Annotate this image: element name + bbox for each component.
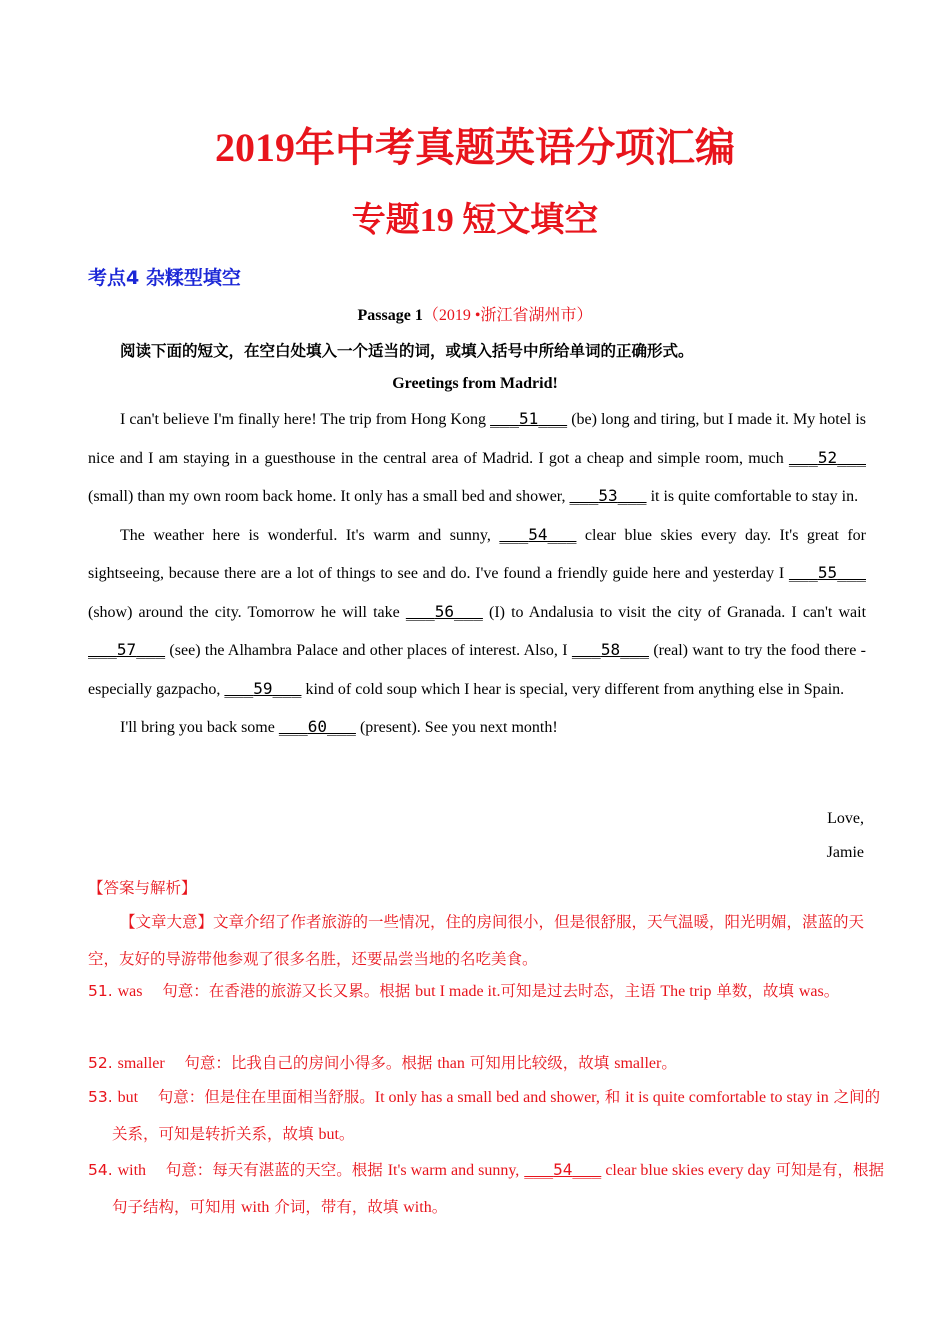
answer-number: 51. xyxy=(88,982,113,1000)
text-run: 句意：在香港的旅游又长又累。根据 xyxy=(142,982,416,1000)
text-run: with xyxy=(403,1199,432,1216)
answer-51 xyxy=(88,973,890,1010)
blank-53: ___53___ xyxy=(569,486,647,505)
passage-source: （2019 •浙江省湖州市） xyxy=(422,307,593,324)
answer-54 xyxy=(88,1151,890,1226)
text-run: but I made it. xyxy=(415,983,501,1000)
passage-body xyxy=(88,400,866,747)
text-run: (be) long and tiring, but I made it. My hotel is nice and I am staying in a guesthouse in the central area of Madrid. I got a cheap and simple room, much xyxy=(88,411,866,467)
text-run: was xyxy=(798,983,824,1000)
text-run: with xyxy=(240,1199,270,1216)
text-run: it is quite comfortable to stay in xyxy=(625,1089,829,1106)
answer-word: smaller xyxy=(117,1055,165,1072)
paragraph-2 xyxy=(88,516,866,709)
text-run: 。 xyxy=(431,1198,448,1216)
text-run: clear blue skies every day. It's great for sightseeing, because there are a lot of things to see and do. I've found a friendly guide here and yesterday I xyxy=(88,526,867,582)
text-run: It's warm and sunny, xyxy=(387,1162,520,1179)
answers-heading: 【答案与解析】 xyxy=(88,879,197,897)
text-run: it is quite comfortable to stay in. xyxy=(646,488,859,505)
text-run: kind of cold soup which I hear is special, very different from anything else in Spain. xyxy=(301,680,845,698)
passage-instruction: 阅读下面的短文，在空白处填入一个适当的词，或填入括号中所给单词的正确形式。 xyxy=(120,342,694,360)
text-run: 。 xyxy=(338,1125,355,1143)
text-run: It only has a small bed and shower, xyxy=(374,1089,600,1106)
section-heading: 考点4 杂糅型填空 xyxy=(88,267,241,289)
blank-52: ___52___ xyxy=(788,447,866,467)
text-run: 句意：每天有湛蓝的天空。根据 xyxy=(146,1161,388,1179)
blank-57: ___57___ xyxy=(88,640,166,659)
page-subtitle: 专题19 短文填空 xyxy=(351,202,599,239)
text-run: 和 xyxy=(599,1088,626,1106)
text-run: (present). See you next month! xyxy=(355,719,558,736)
answer-52 xyxy=(88,1045,890,1082)
text-run: The trip xyxy=(660,983,712,1000)
text-run: 介词，带有，故填 xyxy=(269,1198,404,1216)
answer-53 xyxy=(88,1079,890,1153)
text-run: 。 xyxy=(823,982,840,1000)
text-run: 。 xyxy=(661,1054,677,1072)
answers-summary: 【文章大意】文章介绍了作者旅游的一些情况，住的房间很小，但是很舒服，天气温暖，阳光明媚，湛蓝的天空，友好的导游带他参观了很多名胜，还要品尝当地的名吃美食。 xyxy=(88,913,865,968)
blank-55: ___55___ xyxy=(788,563,866,582)
paragraph-1 xyxy=(88,400,866,516)
text-run: 单数，故填 xyxy=(711,982,799,1000)
text-run: (show) around the city. Tomorrow he will take xyxy=(88,603,406,621)
answer-number: 53. xyxy=(88,1088,113,1106)
answer-word: but xyxy=(117,1089,139,1106)
text-run: 句意：比我自己的房间小得多。根据 xyxy=(164,1054,438,1072)
answer-word: was xyxy=(117,983,143,1000)
passage-label: Passage 1 xyxy=(357,307,423,324)
text-run: than xyxy=(437,1055,465,1072)
text-run: 可知用比较级，故填 xyxy=(464,1054,615,1072)
text-run: 可知是过去时态，主语 xyxy=(500,982,661,1000)
text-run: (I) to Andalusia to visit the city of Granada. I can't wait xyxy=(482,603,867,621)
blank-56: ___56___ xyxy=(405,601,483,621)
text-run: 句意：但是住在里面相当舒服。 xyxy=(138,1088,375,1106)
blank-51: ___51___ xyxy=(490,409,568,428)
page-title: 2019年中考真题英语分项汇编 xyxy=(215,125,735,170)
text-run: I can't believe I'm finally here! The trip from Hong Kong xyxy=(120,411,491,428)
blank-54: ___54___ xyxy=(499,524,577,544)
answer-number: 52. xyxy=(88,1054,113,1072)
text-run: (real) want to try the food there - especially gazpacho, xyxy=(88,642,866,698)
text-run: 之间的关系，可知是转折关系，故填 xyxy=(112,1088,881,1143)
text-run: (see) the Alhambra Palace and other places of interest. Also, I xyxy=(165,642,572,659)
text-run: (small) than my own room back home. It only has a small bed and shower, xyxy=(88,488,570,505)
letter-signature: Jamie xyxy=(826,844,864,861)
letter-title: Greetings from Madrid! xyxy=(392,375,558,392)
text-run: but xyxy=(318,1126,339,1143)
text-run: smaller xyxy=(614,1055,662,1072)
passage-heading xyxy=(0,304,950,328)
text-run: The weather here is wonderful. It's warm and sunny, xyxy=(120,526,500,544)
blank-58: ___58___ xyxy=(571,640,649,659)
answer-number: 54. xyxy=(88,1161,113,1179)
letter-closing: Love, xyxy=(827,810,864,827)
text-run: 可知是有，根据句子结构，可知用 xyxy=(112,1161,885,1216)
paragraph-3 xyxy=(88,708,866,747)
answer-word: with xyxy=(117,1162,147,1179)
blank-59: ___59___ xyxy=(224,678,302,698)
blank-54-ref: ___54___ xyxy=(524,1160,602,1179)
text-run: clear blue skies every day xyxy=(601,1162,771,1179)
blank-60: ___60___ xyxy=(278,717,356,736)
text-run: I'll bring you back some xyxy=(120,719,279,736)
